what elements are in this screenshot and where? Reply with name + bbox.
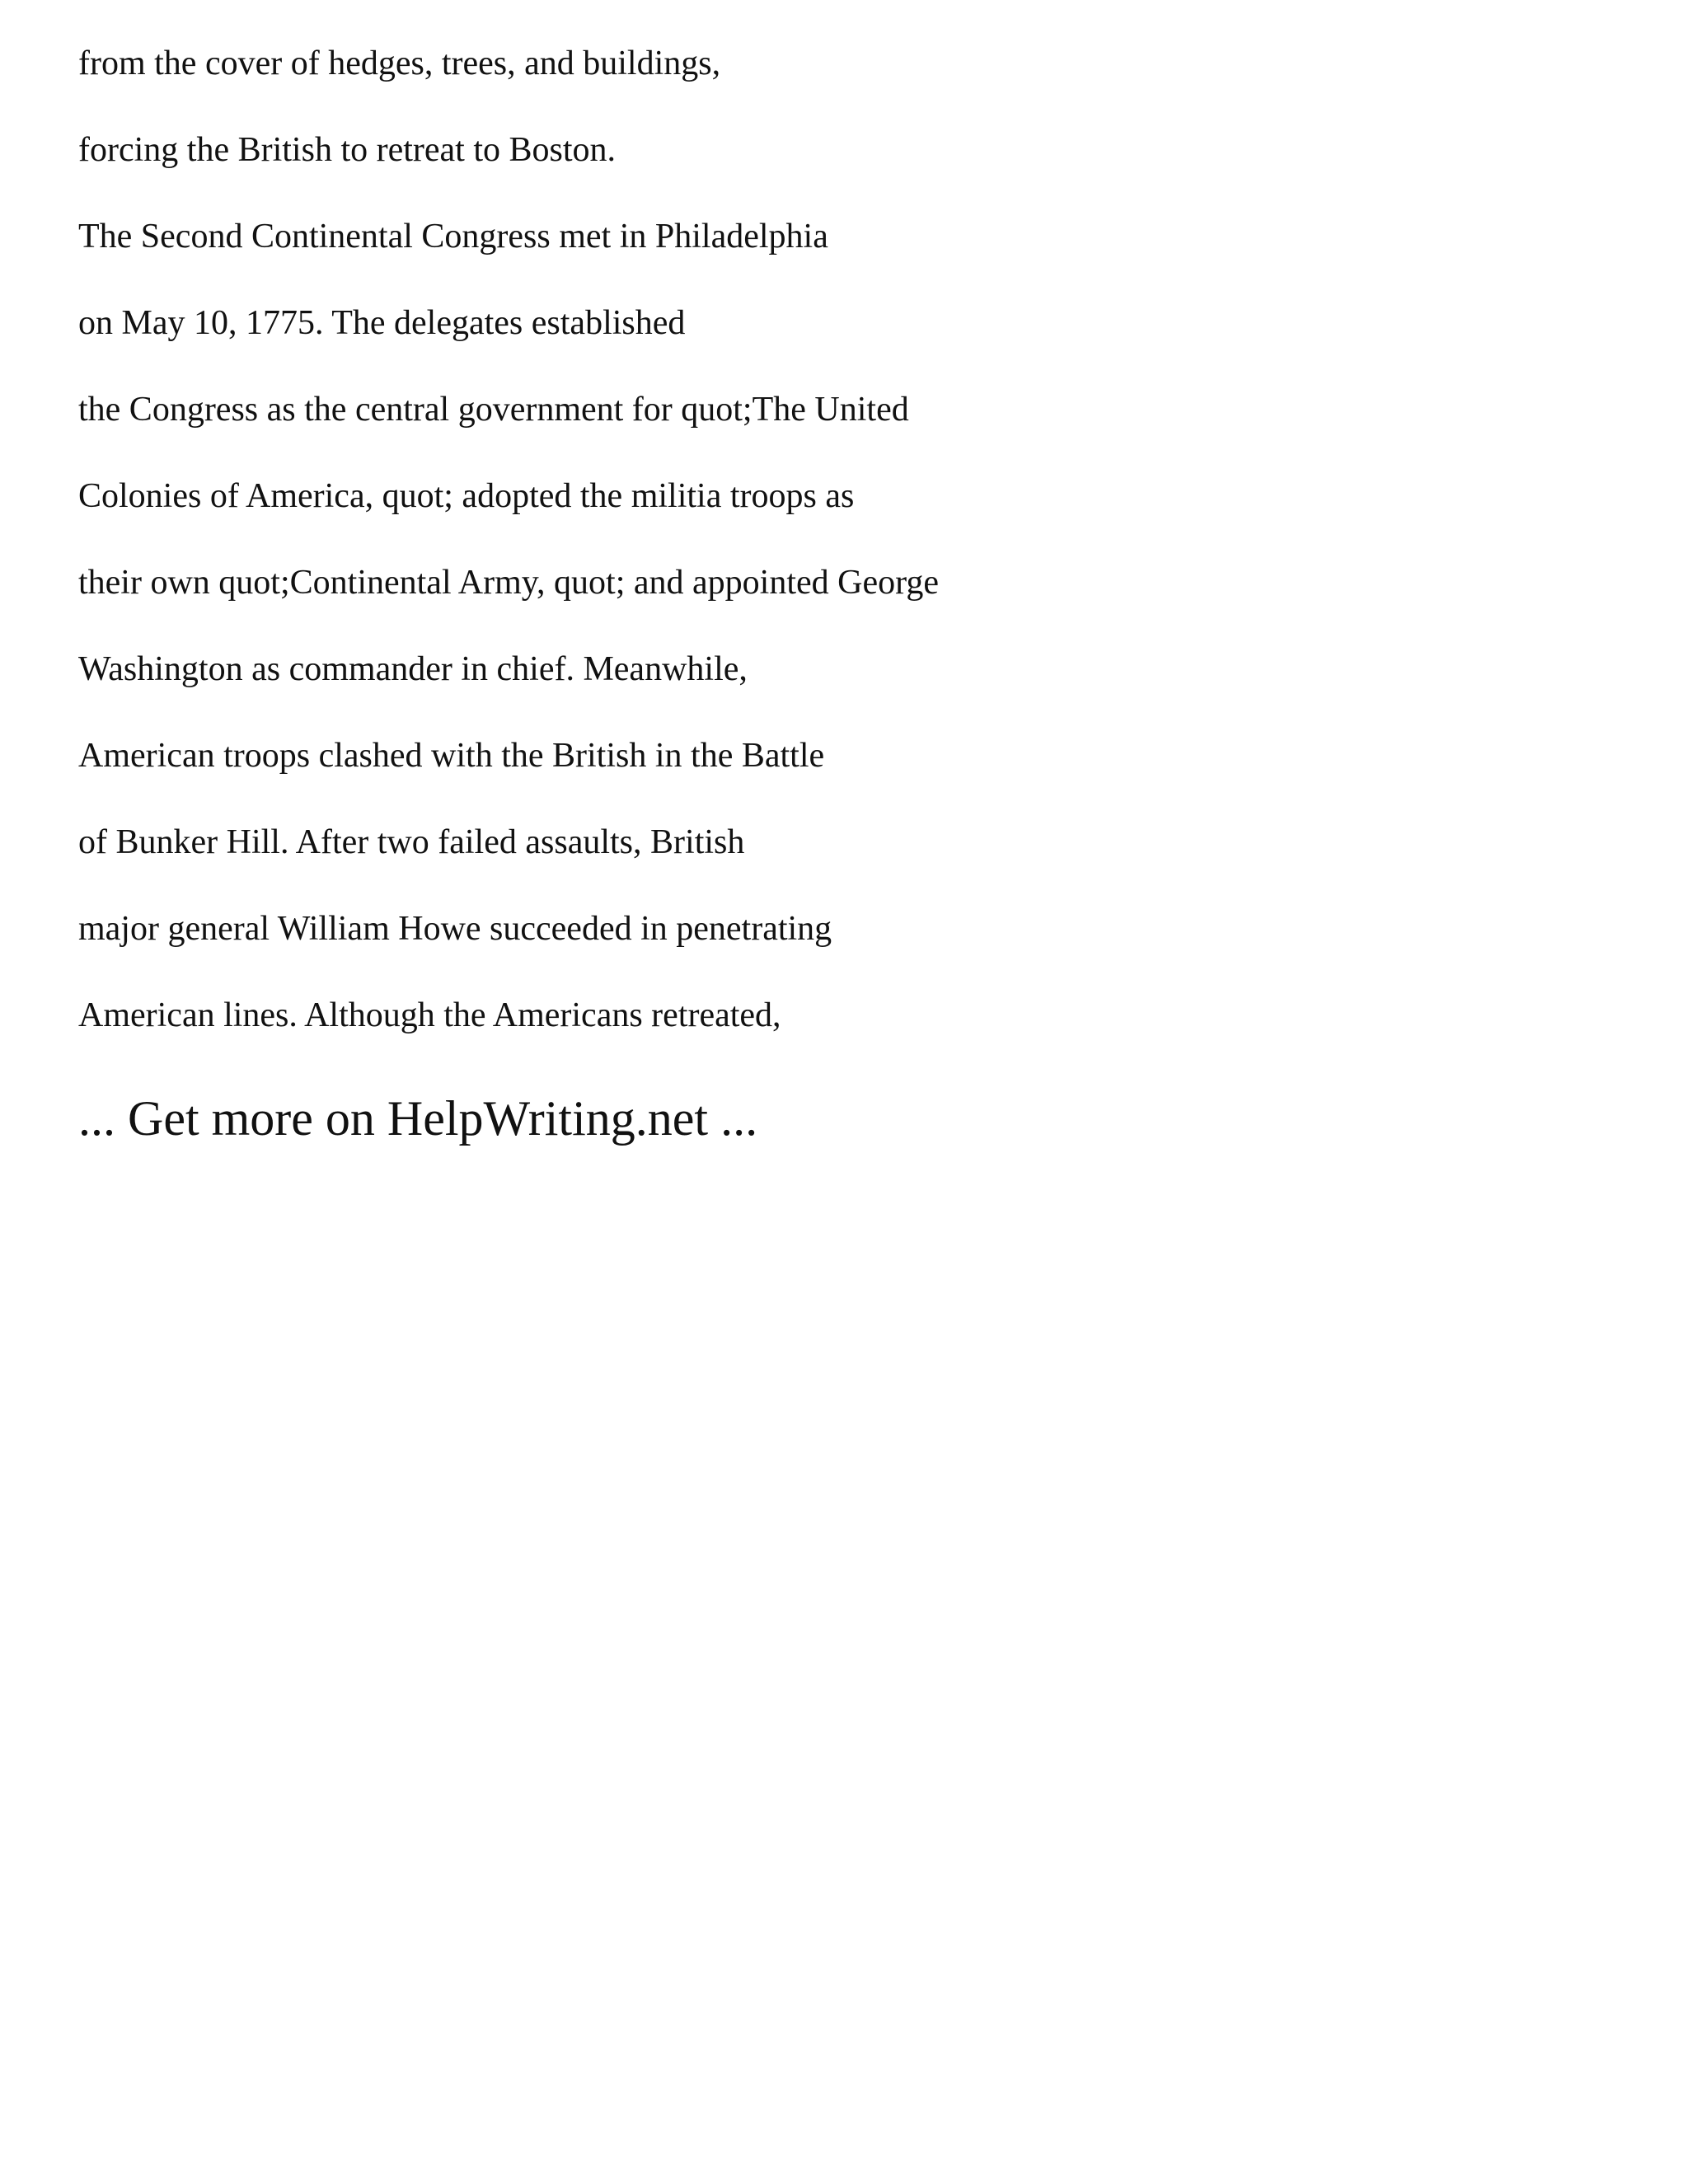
text-line-7: their own quot;Continental Army, quot; and appointed George [78,564,939,602]
text-line-3: The Second Continental Congress met in Philadelphia [78,218,828,255]
text-line-4: on May 10, 1775. The delegates established [78,304,686,342]
text-line-12: American lines. Although the Americans retreated, [78,996,781,1034]
text-line-9: American troops clashed with the British in the Battle [78,737,825,775]
text-line-5: the Congress as the central government for quot;The United [78,391,909,429]
text-line-11: major general William Howe succeeded in penetrating [78,910,832,948]
text-line-6: Colonies of America, quot; adopted the militia troops as [78,477,855,515]
text-line-2: forcing the British to retreat to Boston. [78,131,617,169]
text-line-10: of Bunker Hill. After two failed assaults, British [78,823,745,861]
text-line-8: Washington as commander in chief. Meanwhile, [78,650,748,688]
get-more-link[interactable]: ... Get more on HelpWriting.net ... [78,1091,758,1146]
text-line-1: from the cover of hedges, trees, and buildings, [78,45,721,82]
